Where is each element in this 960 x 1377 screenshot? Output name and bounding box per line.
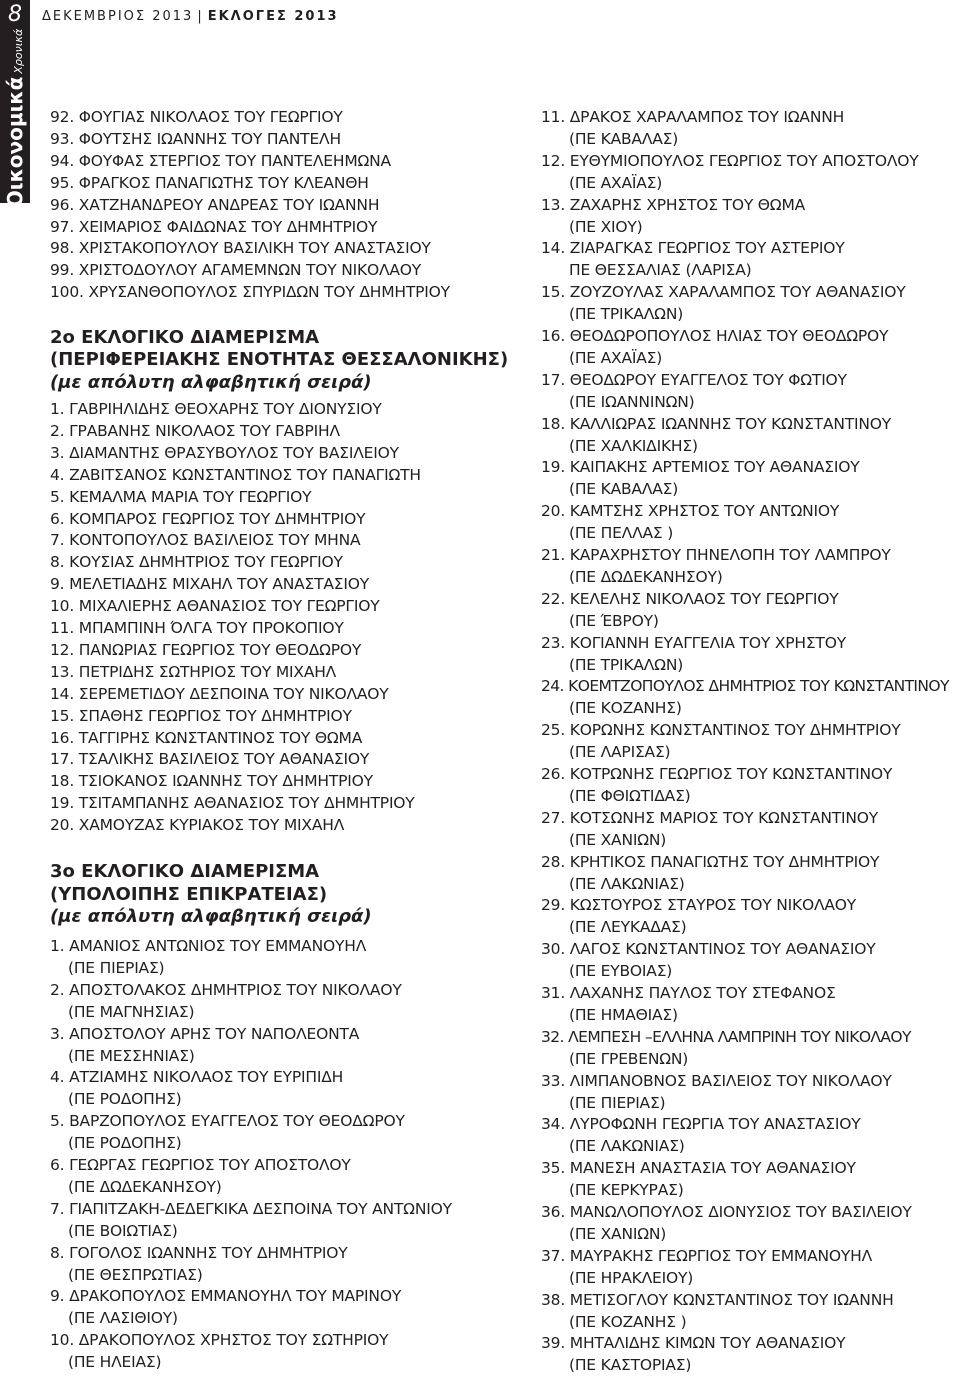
candidate-name: 12. ΠΑΝΩΡΙΑΣ ΓΕΩΡΓΙΟΣ ΤΟΥ ΘΕΟΔΩΡΟΥ: [50, 640, 362, 659]
candidate-region: (ΠΕ ΛΑΡΙΣΑΣ): [569, 743, 671, 762]
candidate-region: (ΠΕ ΑΧΑΪΑΣ): [569, 173, 663, 192]
candidate-name: 13. ΖΑΧΑΡΗΣ ΧΡΗΣΤΟΣ ΤΟΥ ΘΩΜΑ: [541, 195, 806, 214]
candidate-name: 100. ΧΡΥΣΑΝΘΟΠΟΥΛΟΣ ΣΠΥΡΙΔΩΝ ΤΟΥ ΔΗΜΗΤΡΙΟΥ: [50, 283, 450, 302]
candidate-name: 97. ΧΕΙΜΑΡΙΟΣ ΦΑΙΔΩΝΑΣ ΤΟΥ ΔΗΜΗΤΡΙΟΥ: [50, 217, 378, 236]
candidate-name: 1. ΑΜΑΝΙΟΣ ΑΝΤΩΝΙΟΣ ΤΟΥ ΕΜΜΑΝΟΥΗΛ: [50, 937, 367, 955]
section-title: ΕΚΛΟΓΕΣ 2013: [207, 9, 339, 24]
candidate-region: (ΠΕ ΦΘΙΩΤΙΔΑΣ): [569, 786, 691, 805]
candidate-name: 15. ΖΟΥΖΟΥΛΑΣ ΧΑΡΑΛΑΜΠΟΣ ΤΟΥ ΑΘΑΝΑΣΙΟΥ: [541, 283, 906, 302]
candidate-region: (ΠΕ ΕΥΒΟΙΑΣ): [569, 962, 673, 981]
section-2-subtitle: (ΠΕΡΙΦΕΡΕΙΑΚΗΣ ΕΝΟΤΗΤΑΣ ΘΕΣΣΑΛΟΝΙΚΗΣ): [50, 349, 509, 370]
magazine-logo-title: Οικονομικά: [3, 76, 27, 208]
candidate-name: 92. ΦΟΥΓΙΑΣ ΝΙΚΟΛΑΟΣ ΤΟΥ ΓΕΩΡΓΙΟΥ: [50, 108, 343, 126]
candidate-name: 10. ΜΙΧΑΛΙΕΡΗΣ ΑΘΑΝΑΣΙΟΣ ΤΟΥ ΓΕΩΡΓΙΟΥ: [50, 597, 380, 616]
candidate-name: 39. ΜΗΤΑΛΙΔΗΣ ΚΙΜΩΝ ΤΟΥ ΑΘΑΝΑΣΙΟΥ: [541, 1334, 846, 1353]
candidate-name: 93. ΦΟΥΤΣΗΣ ΙΩΑΝΝΗΣ ΤΟΥ ΠΑΝΤΕΛΗ: [50, 129, 341, 148]
candidate-region: (ΠΕ ΗΡΑΚΛΕΙΟΥ): [569, 1268, 694, 1287]
candidate-region: (ΠΕ ΚΑΒΑΛΑΣ): [569, 129, 679, 148]
section-3-title: 3ο ΕΚΛΟΓΙΚΟ ΔΙΑΜΕΡΙΣΜΑ: [50, 861, 320, 882]
candidate-region: (ΠΕ ΠΙΕΡΙΑΣ): [569, 1093, 666, 1112]
candidate-region: (ΠΕ ΚΟΖΑΝΗΣ): [569, 699, 682, 718]
page-header: [42, 9, 339, 24]
candidate-name: 9. ΜΕΛΕΤΙΑΔΗΣ ΜΙΧΑΗΛ ΤΟΥ ΑΝΑΣΤΑΣΙΟΥ: [50, 575, 370, 594]
candidate-region: (ΠΕ ΓΡΕΒΕΝΩΝ): [569, 1049, 689, 1068]
candidate-name: 5. ΚΕΜΑΛΜΑ ΜΑΡΙΑ ΤΟΥ ΓΕΩΡΓΙΟΥ: [50, 487, 312, 506]
candidate-name: 12. ΕΥΘΥΜΙΟΠΟΥΛΟΣ ΓΕΩΡΓΙΟΣ ΤΟΥ ΑΠΟΣΤΟΛΟΥ: [541, 151, 919, 170]
candidate-name: 20. ΚΑΜΤΣΗΣ ΧΡΗΣΤΟΣ ΤΟΥ ΑΝΤΩΝΙΟΥ: [541, 502, 840, 521]
candidate-name: 23. ΚΟΓΙΑΝΝΗ ΕΥΑΓΓΕΛΙΑ ΤΟΥ ΧΡΗΣΤΟΥ: [541, 633, 846, 652]
candidate-region: (ΠΕ ΡΟΔΟΠΗΣ): [68, 1090, 182, 1109]
candidate-region: (ΠΕ ΛΑΣΙΘΙΟΥ): [68, 1309, 178, 1328]
candidate-region: (ΠΕ ΠΙΕΡΙΑΣ): [68, 958, 165, 977]
candidate-name: 25. ΚΟΡΩΝΗΣ ΚΩΝΣΤΑΝΤΙΝΟΣ ΤΟΥ ΔΗΜΗΤΡΙΟΥ: [541, 721, 901, 740]
candidate-name: 26. ΚΟΤΡΩΝΗΣ ΓΕΩΡΓΙΟΣ ΤΟΥ ΚΩΝΣΤΑΝΤΙΝΟΥ: [541, 765, 893, 783]
candidate-name: 13. ΠΕΤΡΙΔΗΣ ΣΩΤΗΡΙΟΣ ΤΟΥ ΜΙΧΑΗΛ: [50, 662, 337, 681]
candidate-name: 15. ΣΠΑΘΗΣ ΓΕΩΡΓΙΟΣ ΤΟΥ ΔΗΜΗΤΡΙΟΥ: [50, 706, 352, 725]
candidate-region: (ΠΕ ΚΑΒΑΛΑΣ): [569, 480, 679, 499]
candidate-name: 33. ΛΙΜΠΑΝΟΒΝΟΣ ΒΑΣΙΛΕΙΟΣ ΤΟΥ ΝΙΚΟΛΑΟΥ: [541, 1071, 892, 1090]
candidate-region: (ΠΕ ΙΩΑΝΝΙΝΩΝ): [569, 392, 695, 411]
candidate-name: 2. ΑΠΟΣΤΟΛΑΚΟΣ ΔΗΜΗΤΡΙΟΣ ΤΟΥ ΝΙΚΟΛΑΟΥ: [50, 980, 402, 999]
candidate-region: (ΠΕ ΚΑΣΤΟΡΙΑΣ): [569, 1356, 692, 1375]
candidate-name: 4. ΑΤΖΙΑΜΗΣ ΝΙΚΟΛΑΟΣ ΤΟΥ ΕΥΡΙΠΙΔΗ: [50, 1068, 344, 1087]
candidate-name: 18. ΤΣΙΟΚΑΝΟΣ ΙΩΑΝΝΗΣ ΤΟΥ ΔΗΜΗΤΡΙΟΥ: [50, 772, 373, 791]
candidate-region: (ΠΕ ΜΕΣΣΗΝΙΑΣ): [68, 1046, 195, 1065]
candidate-name: 28. ΚΡΗΤΙΚΟΣ ΠΑΝΑΓΙΩΤΗΣ ΤΟΥ ΔΗΜΗΤΡΙΟΥ: [541, 852, 880, 871]
candidate-name: 30. ΛΑΓΟΣ ΚΩΝΣΤΑΝΤΙΝΟΣ ΤΟΥ ΑΘΑΝΑΣΙΟΥ: [541, 940, 876, 959]
candidate-name: 8. ΓΟΓΟΛΟΣ ΙΩΑΝΝΗΣ ΤΟΥ ΔΗΜΗΤΡΙΟΥ: [50, 1243, 348, 1262]
candidate-name: 3. ΑΠΟΣΤΟΛΟΥ ΑΡΗΣ ΤΟΥ ΝΑΠΟΛΕΟΝΤΑ: [50, 1024, 360, 1043]
candidate-region: (ΠΕ ΑΧΑΪΑΣ): [569, 348, 663, 367]
candidate-name: 95. ΦΡΑΓΚΟΣ ΠΑΝΑΓΙΩΤΗΣ ΤΟΥ ΚΛΕΑΝΘΗ: [50, 173, 369, 192]
candidate-region: (ΠΕ ΘΕΣΠΡΩΤΙΑΣ): [68, 1265, 203, 1284]
section-2-note: (με απόλυτη αλφαβητική σειρά): [50, 372, 372, 393]
candidate-name: 11. ΜΠΑΜΠΙΝΗ ΌΛΓΑ ΤΟΥ ΠΡΟΚΟΠΙΟΥ: [50, 619, 344, 637]
candidate-region: (ΠΕ ΔΩΔΕΚΑΝΗΣΟΥ): [569, 567, 723, 586]
candidate-name: 35. ΜΑΝΕΣΗ ΑΝΑΣΤΑΣΙΑ ΤΟΥ ΑΘΑΝΑΣΙΟΥ: [541, 1159, 856, 1178]
candidate-name: 16. ΤΑΓΓΙΡΗΣ ΚΩΝΣΤΑΝΤΙΝΟΣ ΤΟΥ ΘΩΜΑ: [50, 728, 363, 747]
candidate-name: 18. ΚΑΛΛΙΩΡΑΣ ΙΩΑΝΝΗΣ ΤΟΥ ΚΩΝΣΤΑΝΤΙΝΟΥ: [541, 414, 892, 433]
candidate-name: 10. ΔΡΑΚΟΠΟΥΛΟΣ ΧΡΗΣΤΟΣ ΤΟΥ ΣΩΤΗΡΙΟΥ: [50, 1331, 389, 1350]
candidate-region: (ΠΕ ΜΑΓΝΗΣΙΑΣ): [68, 1002, 195, 1021]
candidate-region: (ΠΕ ΡΟΔΟΠΗΣ): [68, 1134, 182, 1153]
candidate-name: 9. ΔΡΑΚΟΠΟΥΛΟΣ ΕΜΜΑΝΟΥΗΛ ΤΟΥ ΜΑΡΙΝΟΥ: [50, 1287, 402, 1306]
candidate-region: (ΠΕ ΔΩΔΕΚΑΝΗΣΟΥ): [68, 1177, 222, 1196]
candidate-name: 99. ΧΡΙΣΤΟΔΟΥΛΟΥ ΑΓΑΜΕΜΝΩΝ ΤΟΥ ΝΙΚΟΛΑΟΥ: [50, 261, 422, 280]
candidate-region: (ΠΕ ΤΡΙΚΑΛΩΝ): [569, 655, 684, 674]
candidate-name: 7. ΓΙΑΠΙΤΖΑΚΗ-ΔΕΔΕΓΚΙΚΑ ΔΕΣΠΟΙΝΑ ΤΟΥ ΑΝΤΩΝΙΟΥ: [50, 1199, 452, 1218]
candidate-name: 14. ΣΕΡΕΜΕΤΙΔΟΥ ΔΕΣΠΟΙΝΑ ΤΟΥ ΝΙΚΟΛΑΟΥ: [50, 684, 389, 703]
candidate-region: (ΠΕ ΧΑΝΙΩΝ): [569, 1224, 667, 1243]
candidate-region: (ΠΕ ΤΡΙΚΑΛΩΝ): [569, 305, 684, 324]
candidate-name: 31. ΛΑΧΑΝΗΣ ΠΑΥΛΟΣ ΤΟΥ ΣΤΕΦΑΝΟΣ: [541, 984, 836, 1002]
candidate-name: 3. ΔΙΑΜΑΝΤΗΣ ΘΡΑΣΥΒΟΥΛΟΣ ΤΟΥ ΒΑΣΙΛΕΙΟΥ: [50, 443, 399, 462]
candidate-name: 19. ΤΣΙΤΑΜΠΑΝΗΣ ΑΘΑΝΑΣΙΟΣ ΤΟΥ ΔΗΜΗΤΡΙΟΥ: [50, 794, 415, 813]
header-separator: |: [197, 9, 204, 24]
candidate-name: 7. ΚΟΝΤΟΠΟΥΛΟΣ ΒΑΣΙΛΕΙΟΣ ΤΟΥ ΜΗΝΑ: [50, 531, 361, 550]
candidate-name: 27. ΚΟΤΣΩΝΗΣ ΜΑΡΙΟΣ ΤΟΥ ΚΩΝΣΤΑΝΤΙΝΟΥ: [541, 808, 879, 827]
candidate-name: 24. ΚΟΕΜΤΖΟΠΟΥΛΟΣ ΔΗΜΗΤΡΙΟΣ ΤΟΥ ΚΩΝΣΤΑΝΤΙΝΟΥ: [541, 677, 949, 696]
issue-date: ΔΕΚΕΜΒΡΙΟΣ 2013: [42, 9, 194, 24]
section-3-subtitle: (ΥΠΟΛΟΙΠΗΣ ΕΠΙΚΡΑΤΕΙΑΣ): [50, 884, 328, 905]
candidate-name: 17. ΘΕΟΔΩΡΟΥ ΕΥΑΓΓΕΛΟΣ ΤΟΥ ΦΩΤΙΟΥ: [541, 370, 847, 389]
candidate-region: (ΠΕ ΗΛΕΙΑΣ): [68, 1353, 162, 1372]
candidate-name: 22. ΚΕΛΕΛΗΣ ΝΙΚΟΛΑΟΣ ΤΟΥ ΓΕΩΡΓΙΟΥ: [541, 589, 839, 608]
candidate-name: 17. ΤΣΑΛΙΚΗΣ ΒΑΣΙΛΕΙΟΣ ΤΟΥ ΑΘΑΝΑΣΙΟΥ: [50, 750, 370, 769]
section-2-title: 2ο ΕΚΛΟΓΙΚΟ ΔΙΑΜΕΡΙΣΜΑ: [50, 327, 320, 348]
candidate-name: 38. ΜΕΤΙΣΟΓΛΟΥ ΚΩΝΣΤΑΝΤΙΝΟΣ ΤΟΥ ΙΩΑΝΝΗ: [541, 1290, 894, 1309]
candidate-name: 14. ΖΙΑΡΑΓΚΑΣ ΓΕΩΡΓΙΟΣ ΤΟΥ ΑΣΤΕΡΙΟΥ: [541, 239, 845, 258]
candidate-name: 6. ΚΟΜΠΑΡΟΣ ΓΕΩΡΓΙΟΣ ΤΟΥ ΔΗΜΗΤΡΙΟΥ: [50, 509, 366, 528]
candidate-name: 19. ΚΑΙΠΑΚΗΣ ΑΡΤΕΜΙΟΣ ΤΟΥ ΑΘΑΝΑΣΙΟΥ: [541, 458, 860, 477]
candidate-name: 21. ΚΑΡΑΧΡΗΣΤΟΥ ΠΗΝΕΛΟΠΗ ΤΟΥ ΛΑΜΠΡΟΥ: [541, 546, 891, 564]
candidate-name: 96. ΧΑΤΖΗΑΝΔΡΕΟΥ ΑΝΔΡΕΑΣ ΤΟΥ ΙΩΑΝΝΗ: [50, 195, 380, 214]
candidate-name: 8. ΚΟΥΣΙΑΣ ΔΗΜΗΤΡΙΟΣ ΤΟΥ ΓΕΩΡΓΙΟΥ: [50, 553, 343, 572]
candidate-region: (ΠΕ ΠΕΛΛΑΣ ): [569, 524, 674, 543]
candidate-name: 20. ΧΑΜΟΥΖΑΣ ΚΥΡΙΑΚΟΣ ΤΟΥ ΜΙΧΑΗΛ: [50, 816, 345, 835]
candidate-name: 11. ΔΡΑΚΟΣ ΧΑΡΑΛΑΜΠΟΣ ΤΟΥ ΙΩΑΝΝΗ: [541, 108, 845, 126]
candidate-name: 2. ΓΡΑΒΑΝΗΣ ΝΙΚΟΛΑΟΣ ΤΟΥ ΓΑΒΡΙΗΛ: [50, 421, 340, 440]
candidate-region: (ΠΕ ΗΜΑΘΙΑΣ): [569, 1005, 678, 1024]
page-number: 8: [8, 2, 22, 27]
candidate-region: (ΠΕ ΚΕΡΚΥΡΑΣ): [569, 1181, 684, 1200]
candidate-region: (ΠΕ ΧΑΛΚΙΔΙΚΗΣ): [569, 436, 698, 455]
candidate-region: ΠΕ ΘΕΣΣΑΛΙΑΣ (ΛΑΡΙΣΑ): [569, 261, 752, 280]
candidate-name: 1. ΓΑΒΡΙΗΛΙΔΗΣ ΘΕΟΧΑΡΗΣ ΤΟΥ ΔΙΟΝΥΣΙΟΥ: [50, 400, 382, 418]
candidate-name: 16. ΘΕΟΔΩΡΟΠΟΥΛΟΣ ΗΛΙΑΣ ΤΟΥ ΘΕΟΔΩΡΟΥ: [541, 327, 889, 345]
candidate-region: (ΠΕ ΛΑΚΩΝΙΑΣ): [569, 874, 685, 893]
candidate-name: 32. ΛΕΜΠΕΣΗ –ΕΛΛΗΝΑ ΛΑΜΠΡΙΝΗ ΤΟΥ ΝΙΚΟΛΑΟΥ: [541, 1027, 911, 1046]
magazine-logo-subtitle: Χρονικά: [12, 28, 25, 74]
candidate-name: 37. ΜΑΥΡΑΚΗΣ ΓΕΩΡΓΙΟΣ ΤΟΥ ΕΜΜΑΝΟΥΗΛ: [541, 1246, 872, 1265]
candidate-region: (ΠΕ ΧΙΟΥ): [569, 217, 643, 236]
magazine-sidebar-tab: [0, 0, 30, 208]
magazine-logo: [3, 29, 27, 207]
candidate-name: 6. ΓΕΩΡΓΑΣ ΓΕΩΡΓΙΟΣ ΤΟΥ ΑΠΟΣΤΟΛΟΥ: [50, 1156, 351, 1174]
candidate-name: 4. ΖΑΒΙΤΣΑΝΟΣ ΚΩΝΣΤΑΝΤΙΝΟΣ ΤΟΥ ΠΑΝΑΓΙΩΤΗ: [50, 465, 421, 484]
candidate-region: (ΠΕ ΒΟΙΩΤΙΑΣ): [68, 1221, 178, 1240]
candidate-region: (ΠΕ ΛΕΥΚΑΔΑΣ): [569, 918, 687, 937]
candidate-name: 29. ΚΩΣΤΟΥΡΟΣ ΣΤΑΥΡΟΣ ΤΟΥ ΝΙΚΟΛΑΟΥ: [541, 896, 857, 915]
candidate-name: 5. ΒΑΡΖΟΠΟΥΛΟΣ ΕΥΑΓΓΕΛΟΣ ΤΟΥ ΘΕΟΔΩΡΟΥ: [50, 1112, 405, 1131]
section-3-note: (με απόλυτη αλφαβητική σειρά): [50, 906, 372, 927]
candidate-name: 34. ΛΥΡΟΦΩΝΗ ΓΕΩΡΓΙΑ ΤΟΥ ΑΝΑΣΤΑΣΙΟΥ: [541, 1115, 861, 1134]
candidate-region: (ΠΕ ΛΑΚΩΝΙΑΣ): [569, 1137, 685, 1156]
candidate-region: (ΠΕ ΧΑΝΙΩΝ): [569, 830, 667, 849]
candidate-name: 94. ΦΟΥΦΑΣ ΣΤΕΡΓΙΟΣ ΤΟΥ ΠΑΝΤΕΛΕΗΜΩΝΑ: [50, 151, 391, 170]
candidate-name: 98. ΧΡΙΣΤΑΚΟΠΟΥΛΟΥ ΒΑΣΙΛΙΚΗ ΤΟΥ ΑΝΑΣΤΑΣΙΟΥ: [50, 239, 431, 258]
candidate-region: (ΠΕ ΈΒΡΟΥ): [569, 611, 659, 630]
candidate-region: (ΠΕ ΚΟΖΑΝΗΣ ): [569, 1312, 687, 1331]
candidate-name: 36. ΜΑΝΩΛΟΠΟΥΛΟΣ ΔΙΟΝΥΣΙΟΣ ΤΟΥ ΒΑΣΙΛΕΙΟΥ: [541, 1203, 912, 1221]
